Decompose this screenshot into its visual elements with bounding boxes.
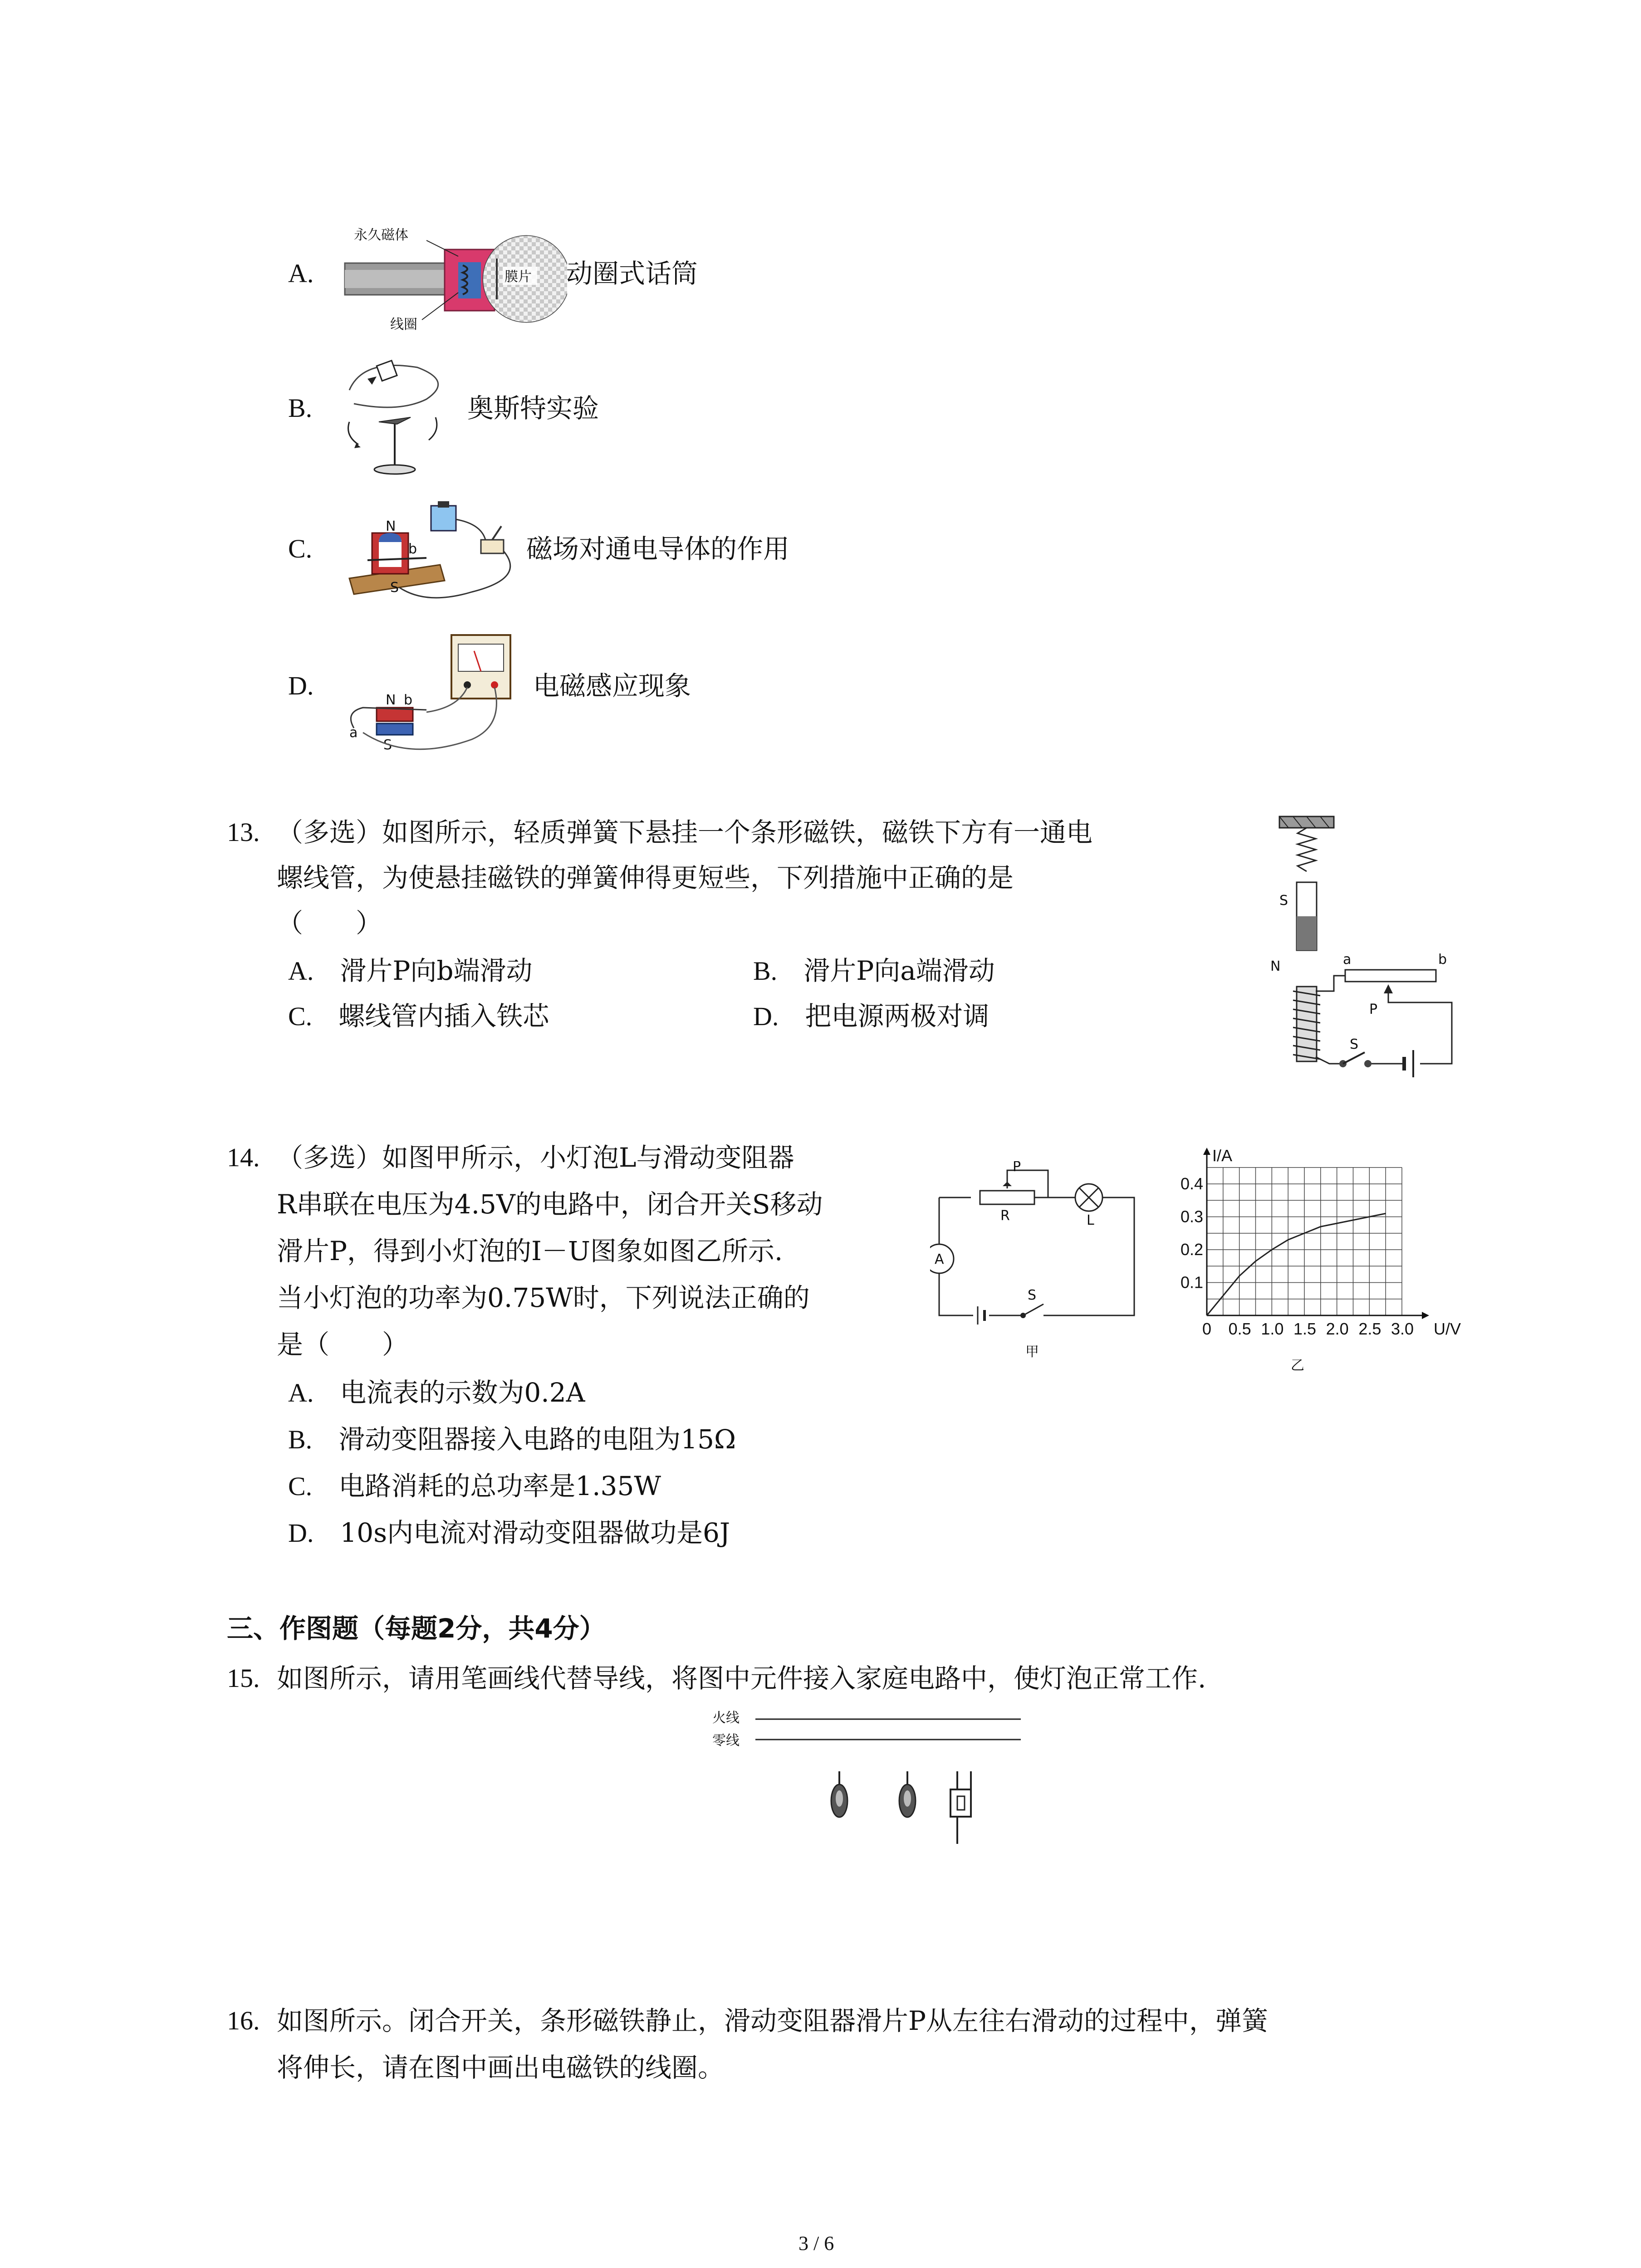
x-tick-label: 0 xyxy=(1202,1320,1212,1338)
neutral-wire-label: 零线 xyxy=(712,1733,740,1749)
label-a-d: a xyxy=(349,725,358,741)
y-tick-label: 0.3 xyxy=(1181,1207,1204,1226)
q12-option-d-text: 电磁感应现象 xyxy=(533,670,691,701)
q13-option-d: D. 把电源两极对调 xyxy=(753,1001,989,1031)
q12-option-b-letter: B. xyxy=(288,393,313,423)
q14-stem-line4: 当小灯泡的功率为0.75W时，下列说法正确的 xyxy=(277,1282,810,1313)
q14-circuit-jia xyxy=(930,1161,1166,1370)
q16-line1: 如图所示。闭合开关，条形磁铁静止，滑动变阻器滑片P从左往右滑动的过程中，弹簧 xyxy=(277,2005,1269,2036)
label-b: b xyxy=(408,541,417,557)
force-on-conductor-figure xyxy=(336,497,526,610)
q14-stem-line5: 是（ ） xyxy=(277,1329,409,1360)
q15-text: 如图所示，请用笔画线代替导线，将图中元件接入家庭电路中，使灯泡正常工作. xyxy=(277,1663,1206,1694)
q12-option-c-text: 磁场对通电导体的作用 xyxy=(526,533,790,564)
x-tick-label: 3.0 xyxy=(1391,1320,1414,1338)
bulb-2-icon xyxy=(899,1771,916,1817)
q13-option-a: A. 滑片P向b端滑动 xyxy=(288,955,533,986)
bulb-1-icon xyxy=(831,1771,847,1817)
q13-label-s: S xyxy=(1279,893,1288,909)
q12-option-c-letter: C. xyxy=(288,534,313,563)
dynamic-microphone-figure xyxy=(336,218,567,336)
q13-label-a: a xyxy=(1343,952,1352,968)
q14-option-b: B. 滑动变阻器接入电路的电阻为15Ω xyxy=(288,1424,736,1455)
q13-label-b: b xyxy=(1438,952,1447,968)
q14-stem-line1: （多选）如图甲所示，小灯泡L与滑动变阻器 xyxy=(277,1142,794,1173)
q14-label-r: R xyxy=(1000,1208,1010,1224)
live-wire-label: 火线 xyxy=(712,1710,740,1726)
q14-stem-line2: R串联在电压为4.5V的电路中，闭合开关S移动 xyxy=(277,1189,823,1220)
q13-label-n: N xyxy=(1270,958,1281,974)
label-n-d: N xyxy=(386,692,396,708)
x-tick-label: 2.5 xyxy=(1358,1320,1381,1338)
x-tick-label: 0.5 xyxy=(1228,1320,1251,1338)
q14-option-c: C. 电路消耗的总功率是1.35W xyxy=(288,1471,661,1501)
q13-number: 13. xyxy=(227,817,260,847)
x-axis-label: U/V xyxy=(1434,1320,1461,1338)
q13-option-c: C. 螺线管内插入铁芯 xyxy=(288,1001,549,1031)
q14-iu-graph xyxy=(1180,1143,1461,1379)
q13-stem-line3: （ ） xyxy=(277,908,382,938)
q14-caption-jia: 甲 xyxy=(1025,1344,1039,1360)
label-diaphragm: 膜片 xyxy=(505,269,532,285)
q15-number: 15. xyxy=(227,1663,260,1693)
graph-ticks xyxy=(1181,1174,1414,1338)
oersted-experiment-figure xyxy=(336,354,458,481)
q13-stem-line1: （多选）如图所示，轻质弹簧下悬挂一个条形磁铁，磁铁下方有一通电 xyxy=(277,817,1093,848)
q13-spring-magnet-circuit xyxy=(1261,812,1461,1080)
y-axis-label: I/A xyxy=(1212,1146,1233,1165)
section3-title: 三、作图题（每题2分，共4分） xyxy=(227,1613,606,1644)
electromagnetic-induction-figure xyxy=(336,631,526,758)
q16-line2: 将伸长，请在图中画出电磁铁的线圈。 xyxy=(277,2052,725,2083)
q14-option-a: A. 电流表的示数为0.2A xyxy=(288,1377,585,1408)
x-tick-label: 2.0 xyxy=(1326,1320,1349,1338)
q12-option-a-letter: A. xyxy=(288,259,314,288)
page-number: 3 / 6 xyxy=(798,2232,834,2254)
q14-label-s: S xyxy=(1028,1287,1037,1303)
y-tick-label: 0.1 xyxy=(1181,1273,1204,1292)
label-s: S xyxy=(390,580,399,596)
q15-household-circuit xyxy=(703,1703,1030,1857)
q13-option-b: B. 滑片P向a端滑动 xyxy=(753,955,995,986)
y-tick-label: 0.2 xyxy=(1181,1240,1204,1259)
graph-grid xyxy=(1207,1168,1402,1315)
x-tick-label: 1.5 xyxy=(1293,1320,1317,1338)
iu-curve xyxy=(1207,1213,1386,1315)
q13-stem-line2: 螺线管，为使悬挂磁铁的弹簧伸得更短些，下列措施中正确的是 xyxy=(277,862,1014,893)
x-tick-label: 1.0 xyxy=(1261,1320,1284,1338)
q14-option-d: D. 10s内电流对滑动变阻器做功是6J xyxy=(288,1517,730,1548)
q16-number: 16. xyxy=(227,2006,260,2035)
y-axis-arrow xyxy=(1203,1148,1210,1155)
q14-label-p: P xyxy=(1013,1161,1021,1175)
label-n: N xyxy=(386,518,396,534)
label-permanent-magnet: 永久磁体 xyxy=(354,227,408,243)
q12-option-b-text: 奥斯特实验 xyxy=(467,393,599,424)
label-b-d: b xyxy=(404,692,413,708)
y-tick-label: 0.4 xyxy=(1181,1174,1204,1193)
q14-number: 14. xyxy=(227,1143,260,1172)
q14-caption-yi: 乙 xyxy=(1291,1358,1304,1374)
q13-label-p: P xyxy=(1369,1002,1378,1017)
label-s-d: S xyxy=(383,737,392,753)
q14-label-l: L xyxy=(1087,1212,1094,1228)
q14-stem-line3: 滑片P，得到小灯泡的I－U图象如图乙所示. xyxy=(277,1236,783,1266)
q14-label-a: A xyxy=(935,1251,944,1267)
q12-option-d-letter: D. xyxy=(288,671,314,700)
switch-icon xyxy=(950,1771,971,1844)
q12-option-a-text: 动圈式话筒 xyxy=(566,258,698,289)
x-axis-arrow xyxy=(1422,1312,1429,1319)
label-coil: 线圈 xyxy=(390,317,417,332)
q13-label-switch: S xyxy=(1350,1036,1359,1052)
